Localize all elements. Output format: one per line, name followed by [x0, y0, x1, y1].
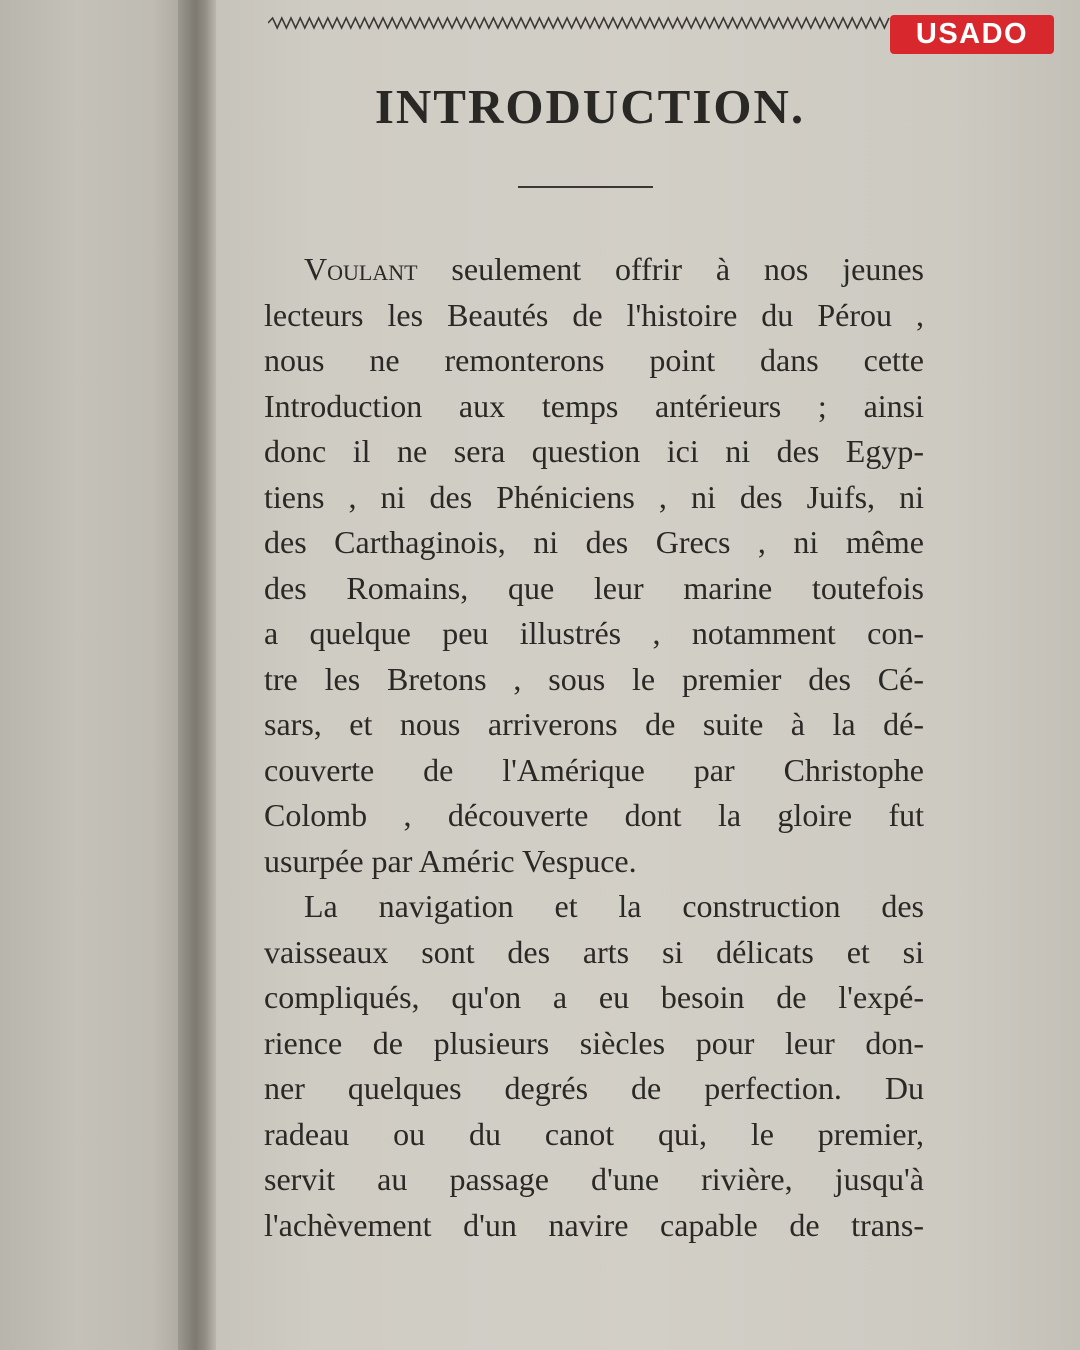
text-line: compliqués, qu'on a eu besoin de l'expé-: [264, 979, 924, 1015]
paragraph-1: [264, 247, 924, 884]
paragraph-2: [264, 884, 924, 1248]
used-badge: USADO: [890, 15, 1054, 54]
text-line: lecteurs les Beautés de l'histoire du Pérou ,: [264, 296, 924, 333]
header-ornament: [268, 12, 890, 34]
title-rule: [518, 186, 653, 188]
text-line: Introduction aux temps antérieurs ; ainsi: [264, 387, 924, 424]
text-line: usurpée par Améric Vespuce.: [264, 842, 637, 879]
text-line: l'achèvement d'un navire capable de trans-: [264, 1206, 924, 1243]
text-line: nous ne remonterons point dans cette: [264, 342, 924, 378]
text-line: La navigation et la construction des: [304, 888, 924, 924]
text-line: rience de plusieurs siècles pour leur don-: [264, 1024, 924, 1061]
first-word: Voulant: [304, 251, 418, 287]
text-line: vaisseaux sont des arts si délicats et si: [264, 933, 924, 970]
text-line: des Romains, que leur marine toutefois: [264, 569, 924, 606]
text-line: servit au passage d'une rivière, jusqu'à: [264, 1161, 924, 1197]
text-line: donc il ne sera question ici ni des Egyp-: [264, 433, 924, 469]
body-text: [264, 247, 924, 1248]
text-line: des Carthaginois, ni des Grecs , ni même: [264, 524, 924, 560]
page-title: INTRODUCTION.: [374, 79, 806, 134]
text-line: radeau ou du canot qui, le premier,: [264, 1115, 924, 1152]
left-page: [0, 0, 190, 1350]
text-line: Voulant seulement offrir à nos jeunes: [304, 251, 924, 287]
text-line: ner quelques degrés de perfection. Du: [264, 1070, 924, 1106]
text-line: Colomb , découverte dont la gloire fut: [264, 797, 924, 833]
text-line: tre les Bretons , sous le premier des Cé-: [264, 660, 924, 697]
text-line: tiens , ni des Phéniciens , ni des Juifs, ni: [264, 478, 924, 515]
text-line: sars, et nous arriverons de suite à la dé-: [264, 706, 924, 742]
book-gutter: [178, 0, 216, 1350]
text-line: a quelque peu illustrés , notamment con-: [264, 615, 924, 651]
text-line: couverte de l'Amérique par Christophe: [264, 751, 924, 788]
